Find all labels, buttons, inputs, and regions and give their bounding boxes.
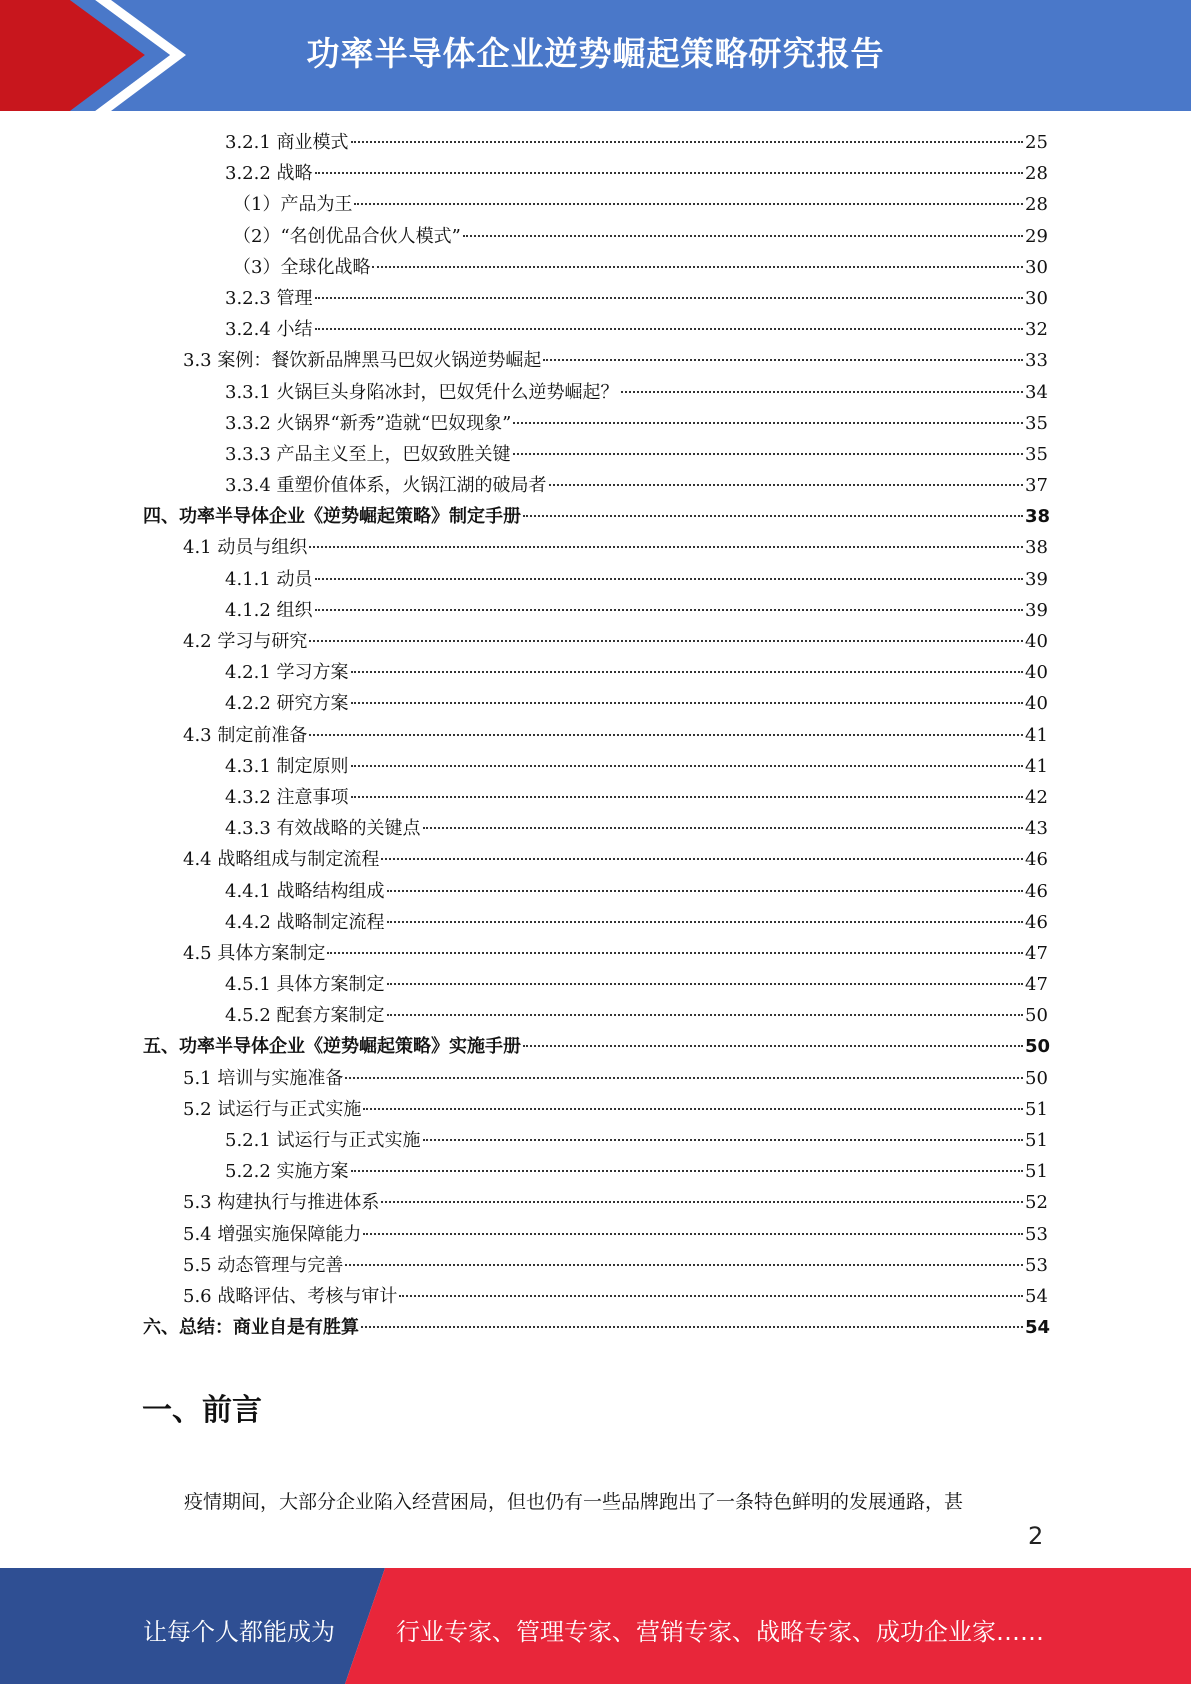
toc-entry-label: 3.3.3 产品主义至上，巴奴致胜关键 xyxy=(225,443,511,465)
toc-entry-page: 50 xyxy=(1025,1005,1048,1027)
toc-entry-label: 4.3 制定前准备 xyxy=(183,724,308,746)
toc-entry[interactable] xyxy=(0,1094,1191,1125)
toc-entry[interactable] xyxy=(0,1000,1191,1031)
toc-dot-leader xyxy=(463,235,1023,237)
toc-dot-leader xyxy=(363,1233,1023,1235)
toc-entry-label: 3.2.1 商业模式 xyxy=(225,132,349,153)
toc-entry-page: 34 xyxy=(1025,381,1048,403)
toc-entry[interactable] xyxy=(0,1156,1191,1187)
toc-entry-page: 30 xyxy=(1025,287,1048,309)
toc-entry-label: 4.1.2 组织 xyxy=(225,599,313,621)
toc-entry-page: 46 xyxy=(1025,849,1048,871)
toc-dot-leader xyxy=(361,1326,1023,1328)
page-header xyxy=(0,0,1191,111)
toc-dot-leader xyxy=(315,297,1023,299)
toc-entry-page: 41 xyxy=(1025,724,1048,746)
toc-entry-label: 5.2.2 实施方案 xyxy=(225,1161,349,1183)
toc-entry-page: 35 xyxy=(1025,443,1048,465)
toc-entry[interactable] xyxy=(0,688,1191,719)
toc-dot-leader xyxy=(399,1295,1023,1297)
toc-entry-label: 5.5 动态管理与完善 xyxy=(183,1254,344,1276)
toc-entry-page: 54 xyxy=(1025,1285,1048,1307)
toc-entry[interactable] xyxy=(0,1281,1191,1312)
toc-dot-leader xyxy=(543,359,1023,361)
toc-entry[interactable] xyxy=(0,470,1191,501)
toc-dot-leader xyxy=(345,1264,1023,1266)
toc-entry-page: 40 xyxy=(1025,662,1048,684)
toc-entry-page: 35 xyxy=(1025,412,1048,434)
toc-dot-leader xyxy=(423,1139,1023,1141)
toc-entry-page: 43 xyxy=(1025,818,1048,840)
toc-entry-label: 4.3.1 制定原则 xyxy=(225,755,349,777)
toc-entry-page: 53 xyxy=(1025,1254,1048,1276)
toc-entry-label: 4.3.3 有效战略的关键点 xyxy=(225,818,421,840)
toc-entry-page: 42 xyxy=(1025,786,1048,808)
toc-dot-leader xyxy=(351,1170,1023,1172)
page-footer xyxy=(0,1568,1191,1684)
toc-dot-leader xyxy=(381,1201,1023,1203)
toc-dot-leader xyxy=(381,858,1023,860)
toc-entry-label: 5.3 构建执行与推进体系 xyxy=(183,1192,380,1214)
toc-entry-page: 37 xyxy=(1025,475,1048,497)
toc-entry[interactable] xyxy=(0,408,1191,439)
toc-entry-page: 47 xyxy=(1025,942,1048,964)
toc-dot-leader xyxy=(351,796,1023,798)
footer-slogan-right: 行业专家、管理专家、营销专家、战略专家、成功企业家…… xyxy=(396,1618,1044,1646)
toc-dot-leader xyxy=(345,1077,1023,1079)
toc-entry[interactable] xyxy=(0,626,1191,657)
toc-entry-label: 4.5 具体方案制定 xyxy=(183,942,326,964)
toc-entry[interactable] xyxy=(0,1250,1191,1281)
toc-entry-page: 41 xyxy=(1025,755,1048,777)
toc-entry[interactable] xyxy=(0,907,1191,938)
toc-dot-leader xyxy=(363,1108,1023,1110)
toc-entry[interactable] xyxy=(0,782,1191,813)
toc-entry-label: 4.5.2 配套方案制定 xyxy=(225,1005,385,1027)
toc-dot-leader xyxy=(621,391,1023,393)
document-title: 功率半导体企业逆势崛起策略研究报告 xyxy=(306,34,885,73)
toc-entry[interactable] xyxy=(0,1187,1191,1218)
toc-entry-page: 50 xyxy=(1025,1067,1048,1089)
toc-entry-label: 3.3.2 火锅界“新秀”造就“巴奴现象” xyxy=(225,412,512,434)
toc-entry-page: 38 xyxy=(1025,506,1051,528)
toc-entry-label: 4.2 学习与研究 xyxy=(183,631,308,652)
toc-dot-leader xyxy=(351,702,1023,704)
toc-entry[interactable] xyxy=(0,501,1191,532)
toc-entry-page: 39 xyxy=(1025,599,1048,621)
toc-entry-label: （2）“名创优品合伙人模式” xyxy=(233,225,461,247)
toc-entry-label: 4.4.2 战略制定流程 xyxy=(225,911,385,933)
section-heading: 一、前言 xyxy=(142,1393,262,1428)
toc-entry-label: 4.2.2 研究方案 xyxy=(225,693,349,715)
toc-entry-label: 4.1 动员与组织 xyxy=(183,537,308,559)
toc-entry-page: 28 xyxy=(1025,163,1048,185)
toc-dot-leader xyxy=(387,921,1023,923)
toc-entry-label: 3.3 案例：餐饮新品牌黑马巴奴火锅逆势崛起 xyxy=(183,350,542,372)
toc-entry-label: 4.3.2 注意事项 xyxy=(225,786,349,808)
toc-dot-leader xyxy=(315,609,1023,611)
toc-entry-page: 29 xyxy=(1025,225,1048,247)
toc-entry[interactable] xyxy=(0,221,1191,252)
toc-entry[interactable] xyxy=(0,657,1191,688)
toc-dot-leader xyxy=(309,734,1023,736)
toc-dot-leader xyxy=(549,484,1023,486)
toc-entry[interactable] xyxy=(0,1063,1191,1094)
toc-entry[interactable] xyxy=(0,1312,1191,1343)
toc-entry-label: 3.3.4 重塑价值体系，火锅江湖的破局者 xyxy=(225,475,547,497)
toc-dot-leader xyxy=(387,1014,1023,1016)
page-number: 2 xyxy=(1028,1522,1044,1550)
toc-entry[interactable] xyxy=(0,345,1191,376)
toc-dot-leader xyxy=(315,578,1023,580)
toc-dot-leader xyxy=(327,952,1023,954)
toc-dot-leader xyxy=(423,827,1023,829)
toc-entry-page: 51 xyxy=(1025,1161,1048,1183)
toc-entry-page: 52 xyxy=(1025,1192,1048,1214)
toc-entry-label: 3.2.4 小结 xyxy=(225,319,313,341)
toc-entry-label: （1）产品为王 xyxy=(233,194,353,216)
toc-entry-page: 32 xyxy=(1025,319,1048,341)
toc-entry[interactable] xyxy=(0,189,1191,220)
toc-dot-leader xyxy=(315,328,1023,330)
toc-entry[interactable] xyxy=(0,1125,1191,1156)
toc-entry[interactable] xyxy=(0,564,1191,595)
toc-entry-page: 47 xyxy=(1025,974,1048,996)
toc-entry-label: 3.2.2 战略 xyxy=(225,163,313,185)
toc-dot-leader xyxy=(513,422,1023,424)
toc-entry-label: 5.6 战略评估、考核与审计 xyxy=(183,1285,398,1307)
table-of-contents xyxy=(0,127,1191,1343)
toc-entry-page: 30 xyxy=(1025,256,1048,278)
toc-entry-page: 53 xyxy=(1025,1223,1048,1245)
toc-entry-label: 4.1.1 动员 xyxy=(225,568,313,590)
toc-entry-label: 六、总结：商业自是有胜算 xyxy=(143,1317,359,1339)
toc-entry-page: 51 xyxy=(1025,1130,1048,1151)
toc-dot-leader xyxy=(354,203,1023,205)
toc-entry-page: 54 xyxy=(1025,1317,1051,1339)
footer-slogan-left: 让每个人都能成为 xyxy=(143,1618,335,1646)
toc-entry[interactable] xyxy=(0,252,1191,283)
toc-entry-page: 51 xyxy=(1025,1098,1048,1120)
toc-entry-page: 46 xyxy=(1025,880,1048,902)
toc-entry-label: 4.5.1 具体方案制定 xyxy=(225,974,385,996)
toc-entry[interactable] xyxy=(0,876,1191,907)
toc-dot-leader xyxy=(351,765,1023,767)
toc-entry[interactable] xyxy=(0,595,1191,626)
toc-dot-leader xyxy=(387,890,1023,892)
toc-entry[interactable] xyxy=(0,532,1191,563)
toc-entry[interactable] xyxy=(0,1031,1191,1062)
toc-entry-label: 5.4 增强实施保障能力 xyxy=(183,1223,362,1245)
toc-entry-page: 40 xyxy=(1025,631,1048,652)
body-paragraph: 疫情期间，大部分企业陷入经营困局，但也仍有一些品牌跑出了一条特色鲜明的发展通路，甚 xyxy=(184,1491,964,1513)
toc-entry[interactable] xyxy=(0,439,1191,470)
toc-entry-label: 5.1 培训与实施准备 xyxy=(183,1067,344,1089)
toc-entry-page: 46 xyxy=(1025,911,1048,933)
toc-entry-label: 3.3.1 火锅巨头身陷冰封，巴奴凭什么逆势崛起？ xyxy=(225,381,619,403)
toc-entry[interactable] xyxy=(0,1219,1191,1250)
toc-entry[interactable] xyxy=(0,751,1191,782)
toc-entry-page: 33 xyxy=(1025,350,1048,372)
toc-entry-label: 5.2.1 试运行与正式实施 xyxy=(225,1130,421,1151)
toc-dot-leader xyxy=(523,1045,1023,1047)
toc-entry[interactable] xyxy=(0,969,1191,1000)
toc-dot-leader xyxy=(372,266,1023,268)
toc-entry[interactable] xyxy=(0,158,1191,189)
toc-entry-label: 4.4.1 战略结构组成 xyxy=(225,880,385,902)
toc-entry-label: 四、功率半导体企业《逆势崛起策略》制定手册 xyxy=(143,506,521,528)
toc-entry-page: 50 xyxy=(1025,1036,1051,1058)
toc-entry[interactable] xyxy=(0,314,1191,345)
toc-dot-leader xyxy=(513,453,1023,455)
toc-entry-page: 28 xyxy=(1025,194,1048,216)
toc-entry-page: 25 xyxy=(1025,132,1048,153)
toc-dot-leader xyxy=(309,546,1023,548)
toc-dot-leader xyxy=(387,983,1023,985)
toc-entry-label: （3）全球化战略 xyxy=(233,256,371,278)
toc-entry-label: 4.4 战略组成与制定流程 xyxy=(183,849,380,871)
toc-entry-label: 3.2.3 管理 xyxy=(225,287,313,309)
toc-dot-leader xyxy=(351,671,1023,673)
toc-dot-leader xyxy=(309,640,1023,642)
toc-dot-leader xyxy=(315,172,1023,174)
toc-entry[interactable] xyxy=(0,938,1191,969)
toc-entry[interactable] xyxy=(0,720,1191,751)
toc-entry[interactable] xyxy=(0,813,1191,844)
toc-entry-label: 五、功率半导体企业《逆势崛起策略》实施手册 xyxy=(143,1036,521,1058)
toc-entry-label: 5.2 试运行与正式实施 xyxy=(183,1098,362,1120)
toc-entry-page: 39 xyxy=(1025,568,1048,590)
toc-entry[interactable] xyxy=(0,283,1191,314)
toc-entry-label: 4.2.1 学习方案 xyxy=(225,662,349,684)
toc-dot-leader xyxy=(523,515,1023,517)
toc-entry-page: 40 xyxy=(1025,693,1048,715)
toc-dot-leader xyxy=(351,141,1023,143)
toc-entry[interactable] xyxy=(0,377,1191,408)
toc-entry-page: 38 xyxy=(1025,537,1048,559)
toc-entry[interactable] xyxy=(0,127,1191,158)
toc-entry[interactable] xyxy=(0,844,1191,875)
